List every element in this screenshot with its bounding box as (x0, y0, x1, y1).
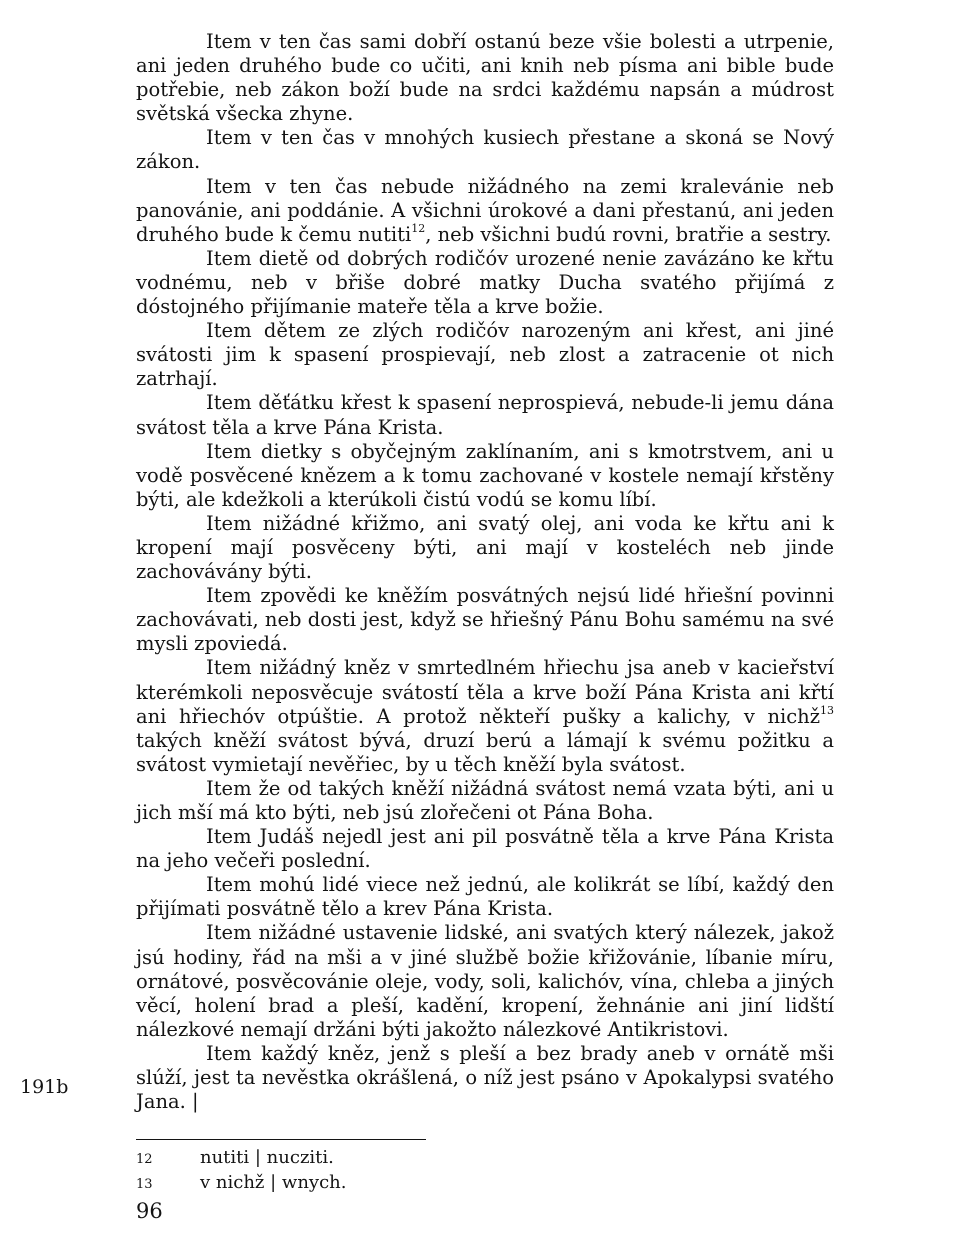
paragraph-text: Item zpovědi ke kněžím posvátných nejsú lidé hřiešní povinni zachovávati, neb dosti jest, když se hřiešný Pánu Bohu samému na své mysli zpoviedá. (136, 584, 834, 656)
paragraph (136, 175, 834, 247)
paragraph-text: Item v ten čas nebude nižádného na zemi kralevánie neb panovánie, ani poddánie. A všichni úrokové a dani přestanú, ani jeden druhého bude k čemu nutiti (136, 174, 834, 246)
paragraph (136, 391, 834, 439)
paragraph-text: Item Judáš nejedl jest ani pil posvátně těla a krve Pána Krista na jeho večeři poslední. (136, 825, 834, 873)
paragraph-text: Item nižádný kněz v smrtedlném hřiechu jsa aneb v kacieřství kterémkoli neposvěcuje svátostí těla a krve boží Pána Krista ani křtí ani hřiechóv otpúštie. A protož někteří pušky a kalichy, v nichž (136, 656, 834, 728)
paragraph-text: Item mohú lidé viece než jednú, ale kolikrát se líbí, každý den přijímati posvátně tělo a krev Pána Krista. (136, 873, 834, 921)
paragraph-text: Item že od takých kněží nižádná svátost nemá vzata býti, ani u jich mší má kto býti, neb jsú zlořečeni ot Pána Boha. (136, 776, 834, 824)
paragraph-text: Item nižádné křižmo, ani svatý olej, ani voda ke křtu ani k kropení mají posvěceny býti, ani mají v kosteléch neb jinde zachovávány býti. (136, 511, 834, 584)
paragraph (136, 825, 834, 873)
footnote-reference: 13 (820, 704, 834, 718)
paragraph (136, 656, 834, 776)
footnote-number: 12 (136, 1152, 153, 1167)
paragraph (136, 126, 834, 174)
paragraph (136, 247, 834, 319)
paragraph-text: Item v ten čas v mnohých kusiech přestane a skoná se Nový zákon. (136, 126, 834, 174)
paragraph-text: , neb všichni budú rovni, bratřie a sestry. (425, 222, 832, 246)
paragraph-text: Item dětem ze zlých rodičóv narozeným ani křest, ani jiné svátosti jim k spasení prospievají, neb zlost a zatracenie ot nich zatrhají. (136, 319, 834, 391)
footnote (136, 1147, 636, 1169)
paragraph (136, 440, 834, 512)
page-number: 96 (136, 1199, 163, 1223)
paragraph-text: Item dietě od dobrých rodičóv urozené nenie zavázáno ke křtu vodnému, neb v břiše dobré matky Ducha svatého přijímá z dóstojného přijímanie mateře těla a krve božie. (136, 246, 834, 319)
paragraph-text: Item v ten čas sami dobří ostanú beze všie bolesti a utrpenie, ani jeden druhého bude co učiti, ani knih neb písma ani bible bude potřebie, neb zákon boží bude na srdci každému napsán a múdrost světská všecka zhyne. (136, 30, 834, 126)
footnote-text: v nichž | wnych. (200, 1172, 347, 1193)
footnote-separator (136, 1139, 426, 1140)
paragraph (136, 512, 834, 584)
body-text (136, 30, 834, 1114)
paragraph-text: Item dietky s obyčejným zaklínaním, ani s kmotrstvem, ani u vodě posvěcené knězem a k tomu zachované v kostele nemají křstěny býti, ale kdežkoli a kterúkoli čistú vodú se komu líbí. (136, 439, 834, 511)
paragraph (136, 873, 834, 921)
paragraph (136, 319, 834, 391)
paragraph-text: Item nižádné ustavenie lidské, ani svatých který nálezek, jakož jsú hodiny, řád na mši a v jiné službě božie křižovánie, líbanie míru, ornátové, posvěcovánie oleje, vody, soli, kalichóv, vína, chleba a jiných věcí, holení brad a pleší, kadění, kropení, žehnánie ani jiní lidští nálezkové nemají držáni býti jakožto nálezkové Antikristovi. (136, 921, 834, 1041)
paragraph (136, 30, 834, 126)
paragraph (136, 584, 834, 656)
footnote-text: nutiti | nucziti. (200, 1147, 334, 1168)
footnote-reference: 12 (411, 222, 426, 236)
paragraph-text: Item děťátku křest k spasení neprospievá, nebude-li jemu dána svátost těla a krve Pána Krista. (136, 391, 834, 439)
paragraph (136, 1042, 834, 1114)
margin-folio-note: 191b (20, 1076, 69, 1098)
paragraph (136, 921, 834, 1041)
paragraph-text: Item každý kněz, jenž s pleší a bez brady aneb v ornátě mši slúží, jest ta nevěstka okrášlená, o níž jest psáno v Apokalypsi svatého Jana. | (136, 1041, 834, 1114)
footnote (136, 1172, 636, 1194)
footnote-number: 13 (136, 1177, 153, 1192)
paragraph-text: takých kněží svátost bývá, druzí berú a lámají k svému požitku a svátost vymietají nevěřiec, by u těch kněží byla svátost. (136, 728, 834, 776)
paragraph (136, 777, 834, 825)
